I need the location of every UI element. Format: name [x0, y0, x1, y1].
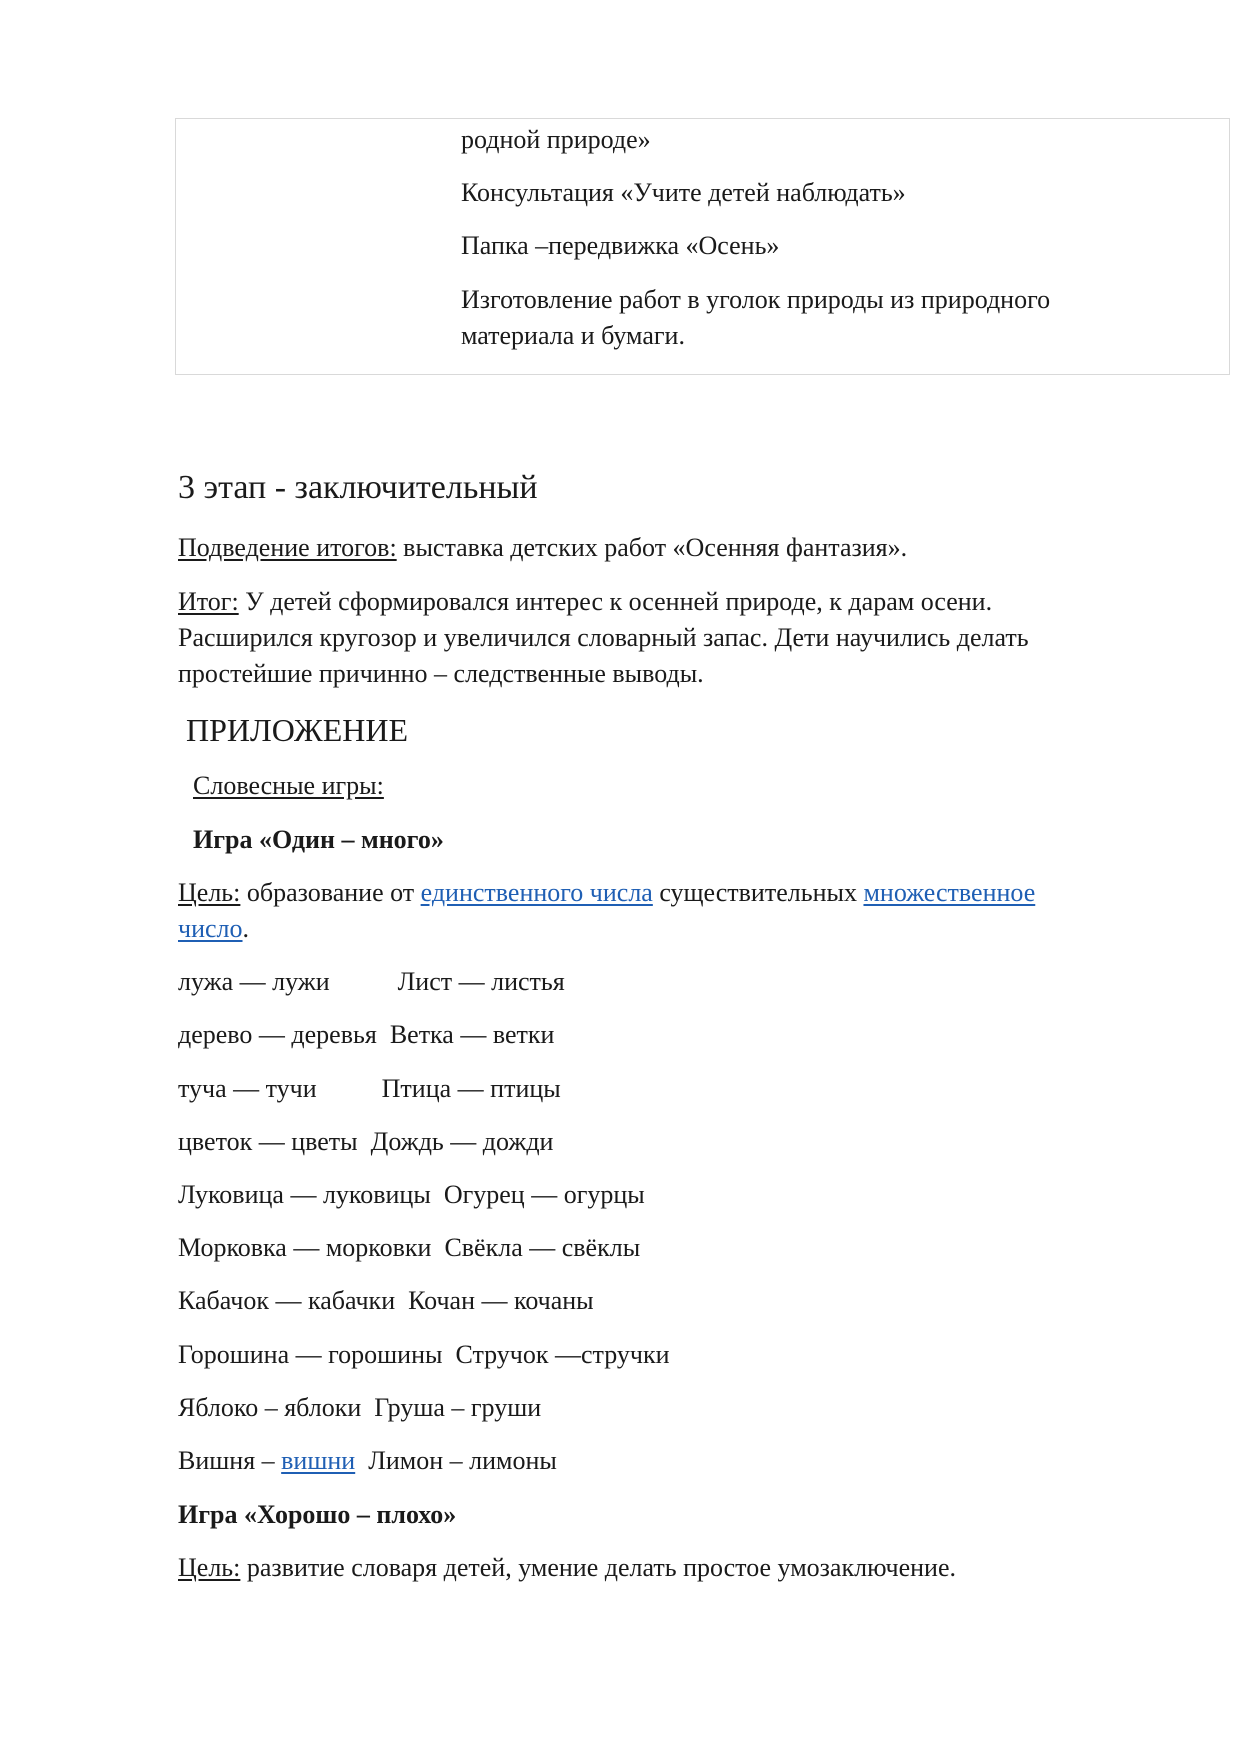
- summary-label: Подведение итогов:: [178, 533, 397, 562]
- result-line-2: Расширился кругозор и увеличился словарный запас. Дети научились делать: [178, 623, 1029, 652]
- summary-text: выставка детских работ «Осенняя фантазия».: [396, 533, 908, 562]
- word-pair-right: Ветка — ветки: [389, 1020, 555, 1049]
- game2-goal-line: [178, 1550, 956, 1586]
- word-pair-line: [178, 1390, 541, 1426]
- word-pair-left: цветок — цветы: [178, 1127, 358, 1156]
- plural-link[interactable]: множественное: [863, 878, 1036, 907]
- word-pair-line: [178, 964, 565, 1000]
- word-pair-line: [178, 1071, 561, 1107]
- singular-link[interactable]: единственного числа: [420, 878, 653, 907]
- table-line: Папка –передвижка «Осень»: [461, 231, 780, 260]
- result-text: У детей сформировался интерес к осенней природе, к дарам осени.: [238, 587, 993, 616]
- game2-title: Игра «Хорошо – плохо»: [178, 1500, 457, 1529]
- word-pair-line: [178, 1017, 554, 1053]
- word-pair-right: Свёкла — свёклы: [444, 1233, 641, 1262]
- word-pair-right: Кочан — кочаны: [408, 1286, 594, 1315]
- result-line-1: [178, 584, 992, 620]
- cherries-link[interactable]: вишни: [281, 1446, 356, 1475]
- word-pair-right: Птица — птицы: [381, 1074, 561, 1103]
- word-pair-left: Морковка — морковки: [178, 1233, 432, 1262]
- table-line: Консультация «Учите детей наблюдать»: [461, 178, 906, 207]
- appendix-subheading: Словесные игры:: [193, 771, 384, 800]
- word-pair-line: [178, 1283, 594, 1319]
- game1-goal-text: образование от: [240, 878, 421, 907]
- result-line-3: простейшие причинно – следственные выводы.: [178, 659, 704, 688]
- word-pair-left: Горошина — горошины: [178, 1340, 443, 1369]
- game2-goal-label: Цель:: [178, 1553, 241, 1582]
- result-label: Итог:: [178, 587, 239, 616]
- plural-link[interactable]: число: [178, 914, 243, 943]
- word-pair-left: Яблоко – яблоки: [178, 1393, 362, 1422]
- word-pair-left: Луковица — луковицы: [178, 1180, 431, 1209]
- word-pair-line: [178, 1230, 640, 1266]
- stage-heading: 3 этап - заключительный: [178, 469, 538, 506]
- game1-goal-line-2: [178, 911, 249, 947]
- word-pair-right: Дождь — дожди: [370, 1127, 554, 1156]
- word-pair-left: лужа — лужи: [178, 967, 330, 996]
- table-line: родной природе»: [461, 125, 651, 154]
- word-pair-line: [178, 1124, 553, 1160]
- game1-title: Игра «Один – много»: [193, 825, 444, 854]
- game1-goal-line-1: [178, 875, 1035, 911]
- game1-goal-label: Цель:: [178, 878, 241, 907]
- word-pair-line: [178, 1177, 645, 1213]
- word-pair-right: Лимон – лимоны: [368, 1446, 557, 1475]
- table-line: материала и бумаги.: [461, 321, 685, 350]
- word-pair-right: Стручок —стручки: [455, 1340, 670, 1369]
- word-pair-left: дерево — деревья: [178, 1020, 377, 1049]
- game1-goal-text: существительных: [652, 878, 864, 907]
- word-pair-right: Огурец — огурцы: [443, 1180, 645, 1209]
- word-pair-left: туча — тучи: [178, 1074, 317, 1103]
- appendix-heading: ПРИЛОЖЕНИЕ: [186, 712, 409, 748]
- game1-goal-period: .: [242, 914, 250, 943]
- word-pair-right: Лист — листья: [397, 967, 565, 996]
- word-pair-line: [178, 1337, 670, 1373]
- word-pair-right: Груша – груши: [374, 1393, 542, 1422]
- summary-paragraph: [178, 530, 907, 566]
- word-pair-left: Вишня –: [178, 1446, 282, 1475]
- game2-goal-text: развитие словаря детей, умение делать простое умозаключение.: [240, 1553, 956, 1582]
- word-pair-line: [178, 1443, 557, 1479]
- word-pair-left: Кабачок — кабачки: [178, 1286, 396, 1315]
- table-line: Изготовление работ в уголок природы из природного: [461, 285, 1051, 314]
